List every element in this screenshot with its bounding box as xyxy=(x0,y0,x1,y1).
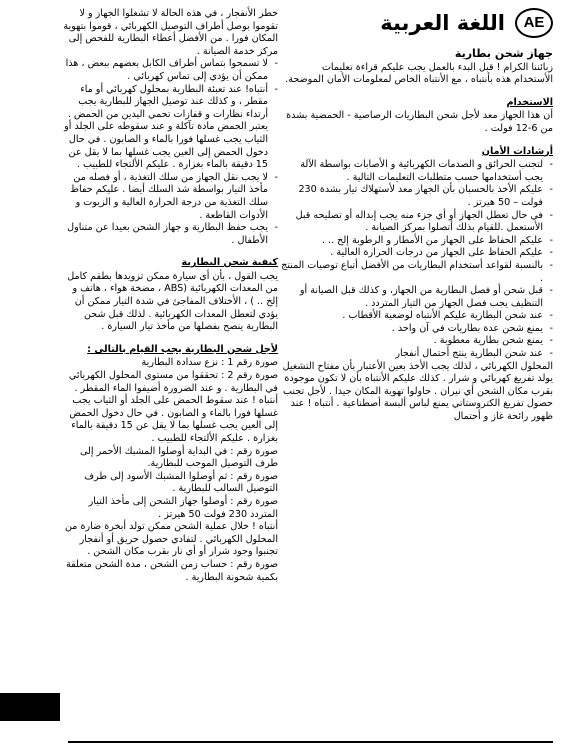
left-safety-item: - أنتباه! عند تعبئة البطارية بمحلول كهربائي أو ماء مقطر ، و كذلك عند توصيل الجهاز للبطارية يجب أرتداء نظارات و قفازات تحمي اليدين من الحمض . يعتبر الحمض مادة تآكلة و عند سقوطه على الجلد أو الثياب يجب غسلها فورا بالماء و الصابون . في حال دخول الحمض إلى العين يجب غسلها بما لا يقل عن 15 دقيقة بالماء بغزارة . عليكم الألتجاء للطبيب . xyxy=(60,84,278,172)
explosion-warning-text: خطر الأنفجار ، في هذه الحالة لا تشغلوا الجهاز و لا تقوموا بوصل أطراف التوصيل الكهربائي ، قوموا بتهوية المكان فورا . من الأفضل أعطاء البطارية للفحص إلى مركز خدمة الصيانة . xyxy=(63,8,278,57)
step-text: أنتباه ! عند سقوط الحمض على الجلد أو الثياب يجب غسلها فورا بالماء و الصابون . في حال دخول الحمض إلى العين يجب غسلها بما لا يقل عن 15 دقيقة بالماء بغزارة . عليكم الألتجاء للطبيب . xyxy=(69,395,278,444)
right-column xyxy=(281,8,553,424)
how-to-charge-text: يجب القول ، بأن أي سيارة ممكن تزويدها بطقم كامل من المعدات الكهربائية (ABS ، مضخة هواء ، هاتف و إلخ .. ) ، الأختلاف المفاجئ في شدة التيار ممكن أن يؤدي لتعطل المعدات الكهربائية . لذلك قبل شحن البطارية ينصح بفصلها من مأخذ تيار السيارة . xyxy=(67,270,278,333)
safety-item: - لتجنب الحرائق و الصدمات الكهربائية و الأصابات بواسطة الآلة يجب أستخدامها حسب متطلبات التعليمات التالية . xyxy=(281,159,553,184)
language-badge: AE xyxy=(515,8,553,38)
safety-item: - عليكم الحفاظ على الجهاز من درجات الحرارة العالية . xyxy=(281,247,553,260)
safety-item: - في حال تعطل الجهاز أو أي جزء منه يجب إبداله أو تصليحه قبل الأستعمل .للقيام بذلك أتصلوا بمركز الصيانة . xyxy=(281,210,553,235)
step-text: صورة رقم : في البداية أوصلوا المشبك الأحمر إلى طرف التوصيل الموجب للبطارية. xyxy=(80,445,278,470)
language-title: اللغة العربية xyxy=(380,11,505,35)
usage-heading: الاستخدام xyxy=(506,96,553,108)
step-text: صورة رقم : ثم أوصلوا المشبك الأسود إلى طرف التوصيل السالب للبطارية . xyxy=(84,470,278,495)
step-text: صورة رقم : أوصلوا جهاز الشحن إلى مأخذ التيار المتردد 230 فولت 50 هيرتز . xyxy=(88,495,278,520)
safety-item: - بالنسبة لقواعد أستخدام البطاريات من الأفضل أتباع توصيات المنتج . xyxy=(281,260,553,285)
footer-rule xyxy=(68,741,553,743)
steps-heading: لأجل شحن البطارية يجب القيام بالتالي : xyxy=(87,343,278,355)
safety-item: - قبل شحن أو فصل البطارية من الجهاز، و كذلك قبل الصيانة أو التنظيف يجب فصل الجهاز من التيار المتردد . xyxy=(281,285,553,310)
safety-item: - عليكم الحفاظ على الجهاز من الأمطار و الرطوبة إلخ .. . xyxy=(281,235,553,248)
step-text: صورة رقم : حساب زمن الشحن ، مدة الشحن متعلقة بكمية شحونة البطارية . xyxy=(66,558,278,583)
left-safety-item: - لا يجب نقل الجهاز من سلك التغذية ، أو فصله من مأخذ التيار بواسطة شد السلك أيضا . عليكم حفاظ سلك التغذية من درجة الحرارة العالية و الزيوت و الأدوات القاطعة . xyxy=(60,172,278,222)
intro-heading: جهاز شحن بطارية xyxy=(454,47,553,60)
step-text: أنتباه ! خلال عملية الشحن ممكن تولد أبخرة ضارة من المحلول الكهربائي . لتفادي حصول حريق أو أنفجار تجنبوا وجود شرار أو أي نار بقرب مكان الشحن . xyxy=(64,521,278,558)
step-text: صورة رقم 2 : تحققوا من مستوى المحلول الكهربائي في البطارية . و عند الضرورة أضيفوا الماء المقطر . xyxy=(68,370,278,394)
safety-continuation: المحلول الكهربائي ، لذلك يجب الأخذ بعين الأعتبار بأن مفتاح التشغيل يولد تفريغ كهربائي و شرار . كذلك عليكم الأنتباه بأن لا تكون موجودة بقرب مكان الشحن أي نيران . حاولوا تهوية المكان جيدا . لأجل تجنب حصول تفريغ الكتروستاتي يمنع لباس ألبسة أصطناعية . أنتباه ! عند ظهور رائحة غاز و أحتمال xyxy=(282,360,553,423)
language-header xyxy=(281,8,553,38)
safety-item: - يمنع شحن بطارية معطوبة . xyxy=(281,335,553,348)
left-safety-item: - يجب حفظ البطارية و جهاز الشحن بعيدا عن متناول الأطفال . xyxy=(60,222,278,247)
step-text: صورة رقم 1 : نزع سدادة البطارية xyxy=(141,357,278,369)
safety-item: - عند شحن البطارية ينتج أحتمال أنفجار xyxy=(281,348,553,361)
safety-list xyxy=(281,159,553,361)
safety-item: - عند شحن البطارية عليكم الأنتباه لوضعية الأقطاب . xyxy=(281,310,553,323)
how-to-charge-heading: كيفية شحن البطارية xyxy=(181,257,278,269)
page-edge-tab xyxy=(0,693,60,721)
safety-item: - عليكم الأخذ بالحسبان بأن الجهاز معد لأستهلاك تيار بشدة 230 فولت – 50 هيرتز . xyxy=(281,184,553,209)
left-safety-item: - لا تسمحوا بتماس أطراف الكابل بعضهم ببعض ، هذا ممكن أن يؤدي إلى تماس كهربائي . xyxy=(60,58,278,83)
safety-heading: أرشادات الأمان xyxy=(481,145,553,157)
left-safety-list xyxy=(60,58,278,247)
safety-item: - يمنع شحن عدة بطاريات في آن واحد . xyxy=(281,323,553,336)
usage-text: أن هذا الجهاز معد لأجل شحن البطاريات الرصاصية - الحمضية بشدة من 6-12 فولت . xyxy=(286,110,553,134)
left-column xyxy=(60,8,278,584)
intro-text: زبائننا الكرام ! قبل البدء بالعمل يجب عليكم قراءة تعليمات الأستخدام هذه بأنتباه ، مع الأنتباه الخاص لمعلومات الأمان الموضحة. xyxy=(285,61,553,86)
